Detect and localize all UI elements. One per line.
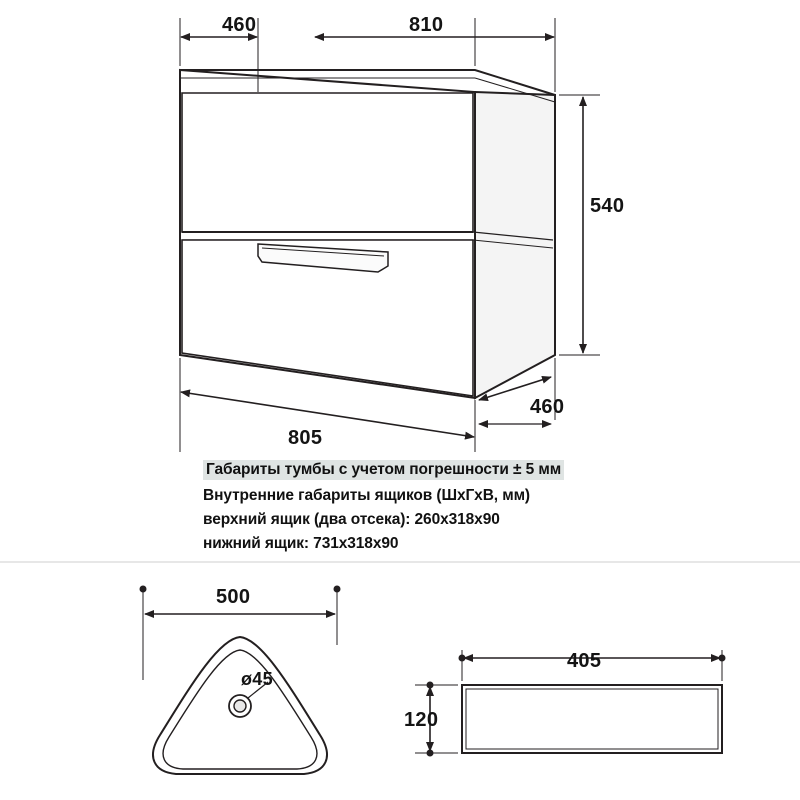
note-lower-drawer: нижний ящик: 731х318х90 [203,535,399,552]
dim-label-cabinet-height: 540 [590,195,625,217]
dim-label-cabinet-depth-bottom: 460 [530,396,565,418]
note-tolerance [203,461,564,479]
note-upper-drawer: верхний ящик (два отсека): 260х318х90 [203,511,500,528]
dim-label-basin-side-width: 405 [567,650,602,672]
dim-label-basin-width: 500 [216,586,251,608]
dim-label-cabinet-depth-top: 460 [222,14,257,36]
dim-label-basin-hole: ø45 [241,669,273,689]
dim-label-cabinet-width-bottom: 805 [288,427,323,449]
basin-top-view [140,586,341,775]
dim-label-basin-side-height: 120 [404,709,439,731]
note-inner-dims-header: Внутренние габариты ящиков (ШхГхВ, мм) [203,487,530,504]
dim-label-cabinet-width-top: 810 [409,14,444,36]
cabinet-body [180,70,555,398]
note-tolerance-text: Габариты тумбы с учетом погрешности ± 5 мм [203,460,564,480]
